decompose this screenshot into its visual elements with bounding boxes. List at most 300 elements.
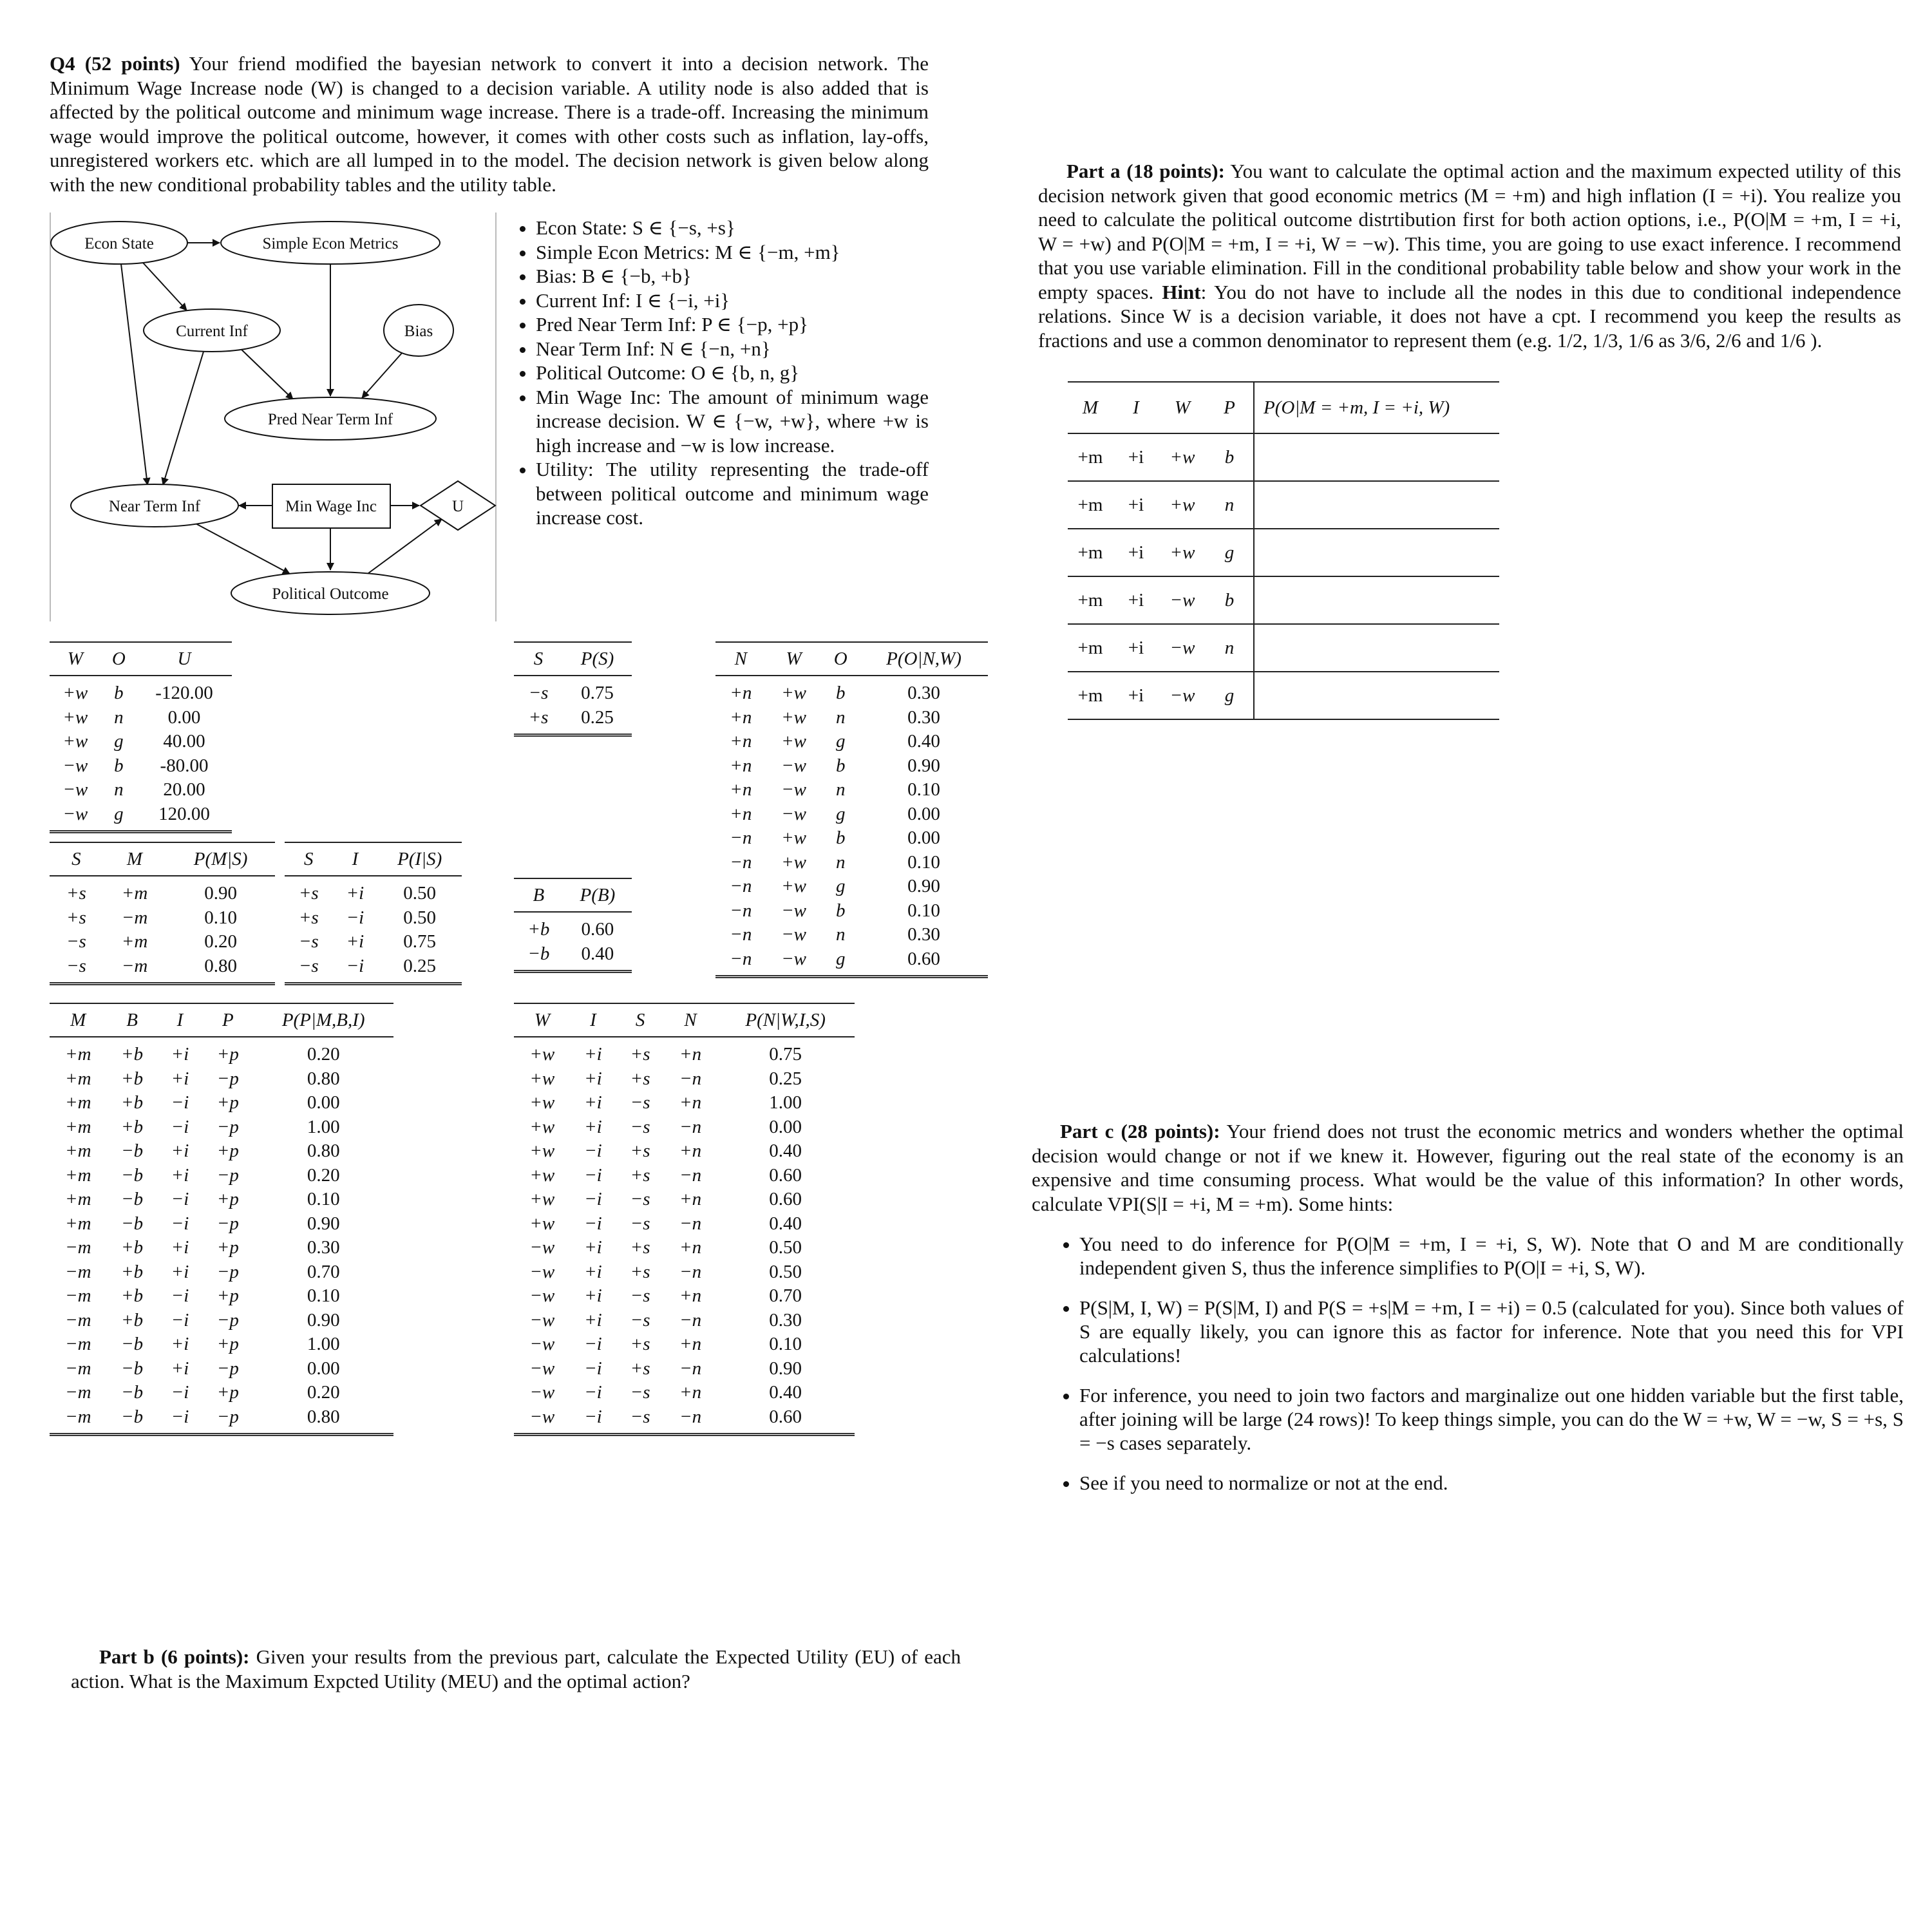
value-cell: 0.60 (716, 1405, 855, 1435)
variable-cell: g (835, 731, 846, 752)
variable-cell: +w (1170, 446, 1195, 468)
table-row (1068, 577, 1499, 625)
value-cell: 0.20 (307, 1164, 340, 1186)
variable-item (536, 240, 929, 265)
table-row (514, 1284, 855, 1309)
variable-cell: b (835, 900, 846, 921)
label-utility: U (451, 498, 464, 515)
table-row (285, 906, 462, 931)
variable-cell: −n (730, 900, 752, 921)
variable-cell: −m (65, 1285, 91, 1307)
variable-item (536, 457, 929, 530)
variable-domain: I ∈ {−i, +i} (635, 289, 730, 312)
variable-cell: +i (1128, 542, 1144, 563)
table-row (50, 1037, 393, 1067)
variable-cell: −i (333, 954, 378, 984)
variable-cell: +b (121, 1044, 144, 1065)
variable-cell: −w (62, 755, 88, 776)
variable-item (536, 385, 929, 458)
variable-cell: +m (65, 1116, 91, 1137)
table-row (50, 1309, 393, 1333)
variable-cell: b (1224, 589, 1235, 611)
column-header: I (158, 1003, 203, 1037)
table-row (285, 954, 462, 984)
table-row (50, 1332, 393, 1357)
value-cell: 0.10 (907, 779, 940, 800)
variable-domain: M ∈ {−m, +m} (715, 240, 840, 263)
table-row (1068, 482, 1499, 529)
value-cell: 0.60 (769, 1189, 802, 1210)
table-row (514, 1405, 855, 1435)
column-header: S (514, 642, 563, 676)
table-row (50, 1091, 393, 1115)
part-a-title: Part a (18 points): (1066, 160, 1225, 182)
edge-econ-to-currentinf (143, 263, 187, 310)
variable-cell: −w (781, 755, 807, 776)
variable-cell: −i (171, 1116, 189, 1137)
variable-cell: +w (781, 828, 807, 849)
value-cell: 0.20 (307, 1044, 340, 1065)
column-header: P(O|M = +m, I = +i, W) (1253, 383, 1499, 433)
variable-cell: +i (1128, 589, 1144, 611)
variable-cell: +w (781, 683, 807, 704)
part-b-paragraph (71, 1645, 961, 1693)
label-econ-state: Econ State (84, 235, 154, 252)
variable-cell: +i (584, 1237, 602, 1258)
variable-cell: −s (298, 931, 319, 952)
variable-cell: −w (1170, 589, 1195, 611)
label-current-inf: Current Inf (176, 323, 248, 340)
value-cell: 0.75 (581, 683, 614, 704)
value-cell: 40.00 (163, 731, 205, 752)
variable-cell: +s (630, 1261, 650, 1282)
variable-cell: +i (1128, 685, 1144, 706)
hint-item: • See if you need to normalize or not at the end. (1079, 1471, 1904, 1495)
variable-cell: −n (679, 1261, 702, 1282)
variable-cell: −n (730, 876, 752, 897)
variable-cell: −m (65, 1261, 91, 1282)
variable-item (536, 216, 929, 240)
variable-cell: +i (346, 931, 365, 952)
value-cell: 0.10 (204, 907, 237, 928)
variable-item (536, 361, 929, 385)
variable-cell: −w (50, 802, 101, 832)
variable-domain: P ∈ {−p, +p} (701, 313, 808, 336)
variable-cell: +p (216, 1285, 239, 1307)
variable-cell: +p (216, 1334, 239, 1355)
variable-cell: b (1224, 446, 1235, 468)
answer-cell[interactable] (1253, 434, 1499, 480)
variable-cell: +w (529, 1044, 555, 1065)
part-c-title: Part c (28 points): (1060, 1120, 1220, 1142)
variable-cell: +n (730, 779, 752, 800)
answer-cell[interactable] (1253, 529, 1499, 576)
variable-label: Political Outcome: (536, 361, 687, 384)
value-cell: 0.75 (769, 1044, 802, 1065)
part-c-hints (1032, 1232, 1904, 1495)
value-cell: -120.00 (155, 683, 213, 704)
variable-cell: −s (630, 1189, 650, 1210)
column-header: P(O|N,W) (860, 642, 988, 676)
variable-cell: +m (65, 1213, 91, 1234)
variable-cell: +i (1128, 446, 1144, 468)
column-header: M (103, 842, 166, 876)
variable-cell: +s (630, 1068, 650, 1089)
variable-cell: +w (781, 731, 807, 752)
variable-cell: +p (216, 1141, 239, 1162)
variable-cell: +n (679, 1382, 702, 1403)
answer-cell[interactable] (1253, 625, 1499, 671)
variable-cell: +s (514, 706, 563, 735)
variable-cell: −w (529, 1382, 555, 1403)
variable-cell: +w (529, 1068, 555, 1089)
value-cell: 0.00 (307, 1358, 340, 1379)
table-row (514, 1260, 855, 1285)
variable-domain: B ∈ {−b, +b} (582, 265, 692, 287)
variable-cell: −m (65, 1237, 91, 1258)
value-cell: 0.90 (204, 883, 237, 904)
variable-cell: +w (62, 731, 88, 752)
variable-cell: −p (216, 1261, 239, 1282)
variable-cell: −i (584, 1189, 602, 1210)
variable-cell: −w (529, 1261, 555, 1282)
table-row (50, 706, 232, 730)
table-row (50, 1164, 393, 1188)
variable-cell: +m (1077, 542, 1103, 563)
variable-cell: n (1224, 494, 1235, 515)
column-header: I (1133, 397, 1139, 418)
part-a-hint-label: Hint (1162, 280, 1201, 303)
variable-cell: +i (171, 1044, 189, 1065)
variable-cell: −b (514, 942, 564, 972)
value-cell: 1.00 (307, 1334, 340, 1355)
variable-cell: +w (529, 1141, 555, 1162)
variable-cell: b (835, 828, 846, 849)
variable-label: Min Wage Inc: (536, 385, 661, 408)
variable-cell: +m (65, 1189, 91, 1210)
variable-cell: −w (529, 1334, 555, 1355)
value-cell: 0.70 (769, 1285, 802, 1307)
table-header-row (285, 842, 462, 876)
table-row (715, 851, 988, 875)
variable-cell: −w (529, 1285, 555, 1307)
variable-cell: +w (62, 683, 88, 704)
variable-cell: +m (1077, 494, 1103, 515)
column-header: N (665, 1003, 716, 1037)
edge-econ-to-neartermi (121, 264, 147, 485)
variable-cell: +s (630, 1164, 650, 1186)
variable-cell: b (114, 755, 124, 776)
table-header-row (514, 878, 632, 912)
variable-cell: −p (216, 1116, 239, 1137)
variable-cell: +i (346, 883, 365, 904)
label-min-wage-inc: Min Wage Inc (285, 498, 377, 515)
variable-cell: +i (584, 1309, 602, 1331)
value-cell: 0.80 (253, 1405, 393, 1435)
value-cell: 0.20 (204, 931, 237, 952)
variable-cell: −s (630, 1116, 650, 1137)
value-cell: 20.00 (163, 779, 205, 800)
variable-cell: −n (730, 851, 752, 873)
utility-table (50, 641, 232, 833)
variable-cell: −b (121, 1382, 144, 1403)
table-row (50, 1236, 393, 1260)
table-header-row (1068, 381, 1499, 434)
variable-cell: +s (630, 1044, 650, 1065)
variable-cell: −i (584, 1382, 602, 1403)
variable-cell: +b (121, 1261, 144, 1282)
variable-cell: −m (65, 1334, 91, 1355)
table-row (50, 1067, 393, 1092)
table-row (715, 826, 988, 851)
column-header: P(S) (563, 642, 632, 676)
variable-cell: +p (216, 1092, 239, 1113)
variable-cell: +s (66, 907, 86, 928)
variable-cell: −p (216, 1358, 239, 1379)
value-cell: 0.30 (307, 1237, 340, 1258)
table-row (285, 930, 462, 954)
column-header: P (1224, 397, 1235, 418)
value-cell: 0.80 (166, 954, 275, 984)
value-cell: 0.10 (907, 900, 940, 921)
value-cell: 0.20 (307, 1382, 340, 1403)
variable-cell: −i (171, 1309, 189, 1331)
variable-cell: +i (171, 1261, 189, 1282)
variable-cell: −w (529, 1309, 555, 1331)
column-header: P(I|S) (377, 842, 462, 876)
edge-bias-to-pred (362, 352, 403, 398)
variable-cell: +n (730, 706, 752, 728)
variable-cell: +n (679, 1141, 702, 1162)
variable-cell: −n (679, 1116, 702, 1137)
value-cell: 0.10 (769, 1334, 802, 1355)
value-cell: 0.40 (907, 731, 940, 752)
variable-cell: +m (121, 883, 148, 904)
variable-cell: +w (529, 1189, 555, 1210)
table-row (715, 676, 988, 706)
value-cell: 0.10 (307, 1189, 340, 1210)
variable-cell: +m (1077, 589, 1103, 611)
table-row (514, 1091, 855, 1115)
variable-cell: +n (679, 1334, 702, 1355)
value-cell: -80.00 (160, 755, 209, 776)
p-p-given-m-b-i-table (50, 1003, 393, 1436)
decision-network-diagram (0, 0, 515, 644)
variable-cell: +i (171, 1358, 189, 1379)
variable-cell: n (835, 851, 846, 873)
value-cell: 0.60 (581, 919, 614, 940)
table-row (514, 942, 632, 972)
variable-cell: +s (630, 1334, 650, 1355)
variable-cell: +m (1077, 446, 1103, 468)
variable-domain: N ∈ {−n, +n} (659, 337, 771, 360)
variable-cell: +m (1077, 685, 1103, 706)
hint-item: • For inference, you need to join two factors and marginalize out one hidden variable but the first table, after joining will be large (24 rows)! To keep things simple, you can do the W = +w, W = −w, S = +s, S = −s cases separately. (1079, 1383, 1904, 1455)
column-header: N (715, 642, 766, 676)
variable-cell: +i (584, 1092, 602, 1113)
variable-label: Bias: (536, 265, 577, 287)
variable-cell: +w (1170, 494, 1195, 515)
column-header: S (50, 842, 103, 876)
value-cell: 120.00 (137, 802, 232, 832)
value-cell: 0.60 (860, 947, 988, 977)
variable-cell: −b (121, 1189, 144, 1210)
variable-cell: −w (781, 803, 807, 824)
variable-cell: −i (584, 1334, 602, 1355)
variable-cell: +n (679, 1189, 702, 1210)
variable-cell: −n (715, 947, 766, 977)
column-header: U (137, 642, 232, 676)
value-cell: 0.00 (167, 706, 201, 728)
variable-cell: −w (766, 947, 822, 977)
table-header-row (50, 1003, 393, 1037)
variable-cell: −i (584, 1164, 602, 1186)
column-header: W (50, 642, 101, 676)
column-header: S (616, 1003, 665, 1037)
variable-cell: +p (216, 1189, 239, 1210)
variable-cell: −m (121, 907, 148, 928)
variable-cell: +i (171, 1237, 189, 1258)
column-header: P(M|S) (166, 842, 275, 876)
value-cell: 0.30 (907, 683, 940, 704)
variable-cell: −p (216, 1213, 239, 1234)
variable-cell: +i (584, 1068, 602, 1089)
variable-cell: −w (781, 779, 807, 800)
column-header: W (766, 642, 822, 676)
column-header: I (571, 1003, 616, 1037)
variable-cell: −m (65, 1382, 91, 1403)
table-row (50, 954, 275, 984)
variable-cell: −m (103, 954, 166, 984)
column-header: O (821, 642, 860, 676)
variable-cell: −w (781, 900, 807, 921)
value-cell: 0.50 (403, 907, 437, 928)
part-c-text: Your friend does not trust the economic metrics and wonders whether the optimal decision would change or not if we knew it. However, figuring out the real state of the economy is an expensive and time consuming process. What would be the value of this information? In other words, calculate VPI(S|I = +i, M = +m). Some hints: (1032, 1120, 1904, 1215)
variable-cell: n (114, 779, 124, 800)
column-header: P (202, 1003, 253, 1037)
variable-cell: −w (781, 924, 807, 945)
variable-cell: −n (679, 1358, 702, 1379)
variable-cell: b (114, 683, 124, 704)
variable-cell: +w (529, 1213, 555, 1234)
variable-cell: +s (630, 1237, 650, 1258)
column-header: I (333, 842, 378, 876)
part-a-text: You want to calculate the optimal action and the maximum expected utility of this decision network given that good economic metrics (M = +m) and high inflation (I = +i). You realize you need to calculate the political outcome distrtibution first for both action options, i.e., P(O|M = +m, I = +i, W = +w) and P(O|M = +m, I = +i, W = −w). This time, you are going to use exact inference. I recommend that you use variable elimination. Fill in the conditional probability table below and show your work in the empty spaces. (1038, 160, 1901, 303)
variable-cell: −s (66, 931, 86, 952)
variable-cell: +m (65, 1044, 91, 1065)
variable-cell: −b (107, 1405, 158, 1435)
variable-cell: n (835, 706, 846, 728)
variable-label: Current Inf: (536, 289, 631, 312)
variable-cell: +w (62, 706, 88, 728)
table-row (715, 706, 988, 730)
table-row (715, 947, 988, 977)
variable-cell: +i (171, 1164, 189, 1186)
variable-cell: −b (121, 1141, 144, 1162)
column-header: P(B) (564, 878, 632, 912)
variable-label: Econ State: (536, 216, 628, 239)
variable-cell: −n (665, 1405, 716, 1435)
variable-cell: g (1224, 685, 1235, 706)
column-header: W (514, 1003, 571, 1037)
value-cell: 1.00 (769, 1092, 802, 1113)
table-row (514, 1164, 855, 1188)
variable-cell: g (835, 803, 846, 824)
variable-cell: −w (1170, 685, 1195, 706)
variable-cell: g (821, 947, 860, 977)
table-row (1068, 434, 1499, 482)
answer-cell[interactable] (1253, 672, 1499, 719)
table-row (514, 1115, 855, 1140)
hint-item: • P(S|M, I, W) = P(S|M, I) and P(S = +s|M = +m, I = +i) = 0.5 (calculated for you). Since both values of S are equally likely, you can ignore this as factor for inference. Note that you need this for VPI calculations! (1079, 1296, 1904, 1367)
variable-cell: −w (529, 1237, 555, 1258)
table-row (50, 1188, 393, 1212)
table-row (514, 1357, 855, 1381)
variable-cell: −i (346, 907, 365, 928)
value-cell: 0.30 (907, 924, 940, 945)
variable-cell: +b (121, 1092, 144, 1113)
value-cell: 0.25 (769, 1068, 802, 1089)
variable-cell: −p (216, 1068, 239, 1089)
variable-cell: n (835, 779, 846, 800)
variable-cell: +m (65, 1141, 91, 1162)
p-i-given-s-table (285, 842, 462, 985)
variable-cell: −i (171, 1382, 189, 1403)
variable-cell: −b (121, 1164, 144, 1186)
variable-cell: +w (529, 1164, 555, 1186)
table-row (50, 802, 232, 832)
value-cell: 0.00 (307, 1092, 340, 1113)
variable-cell: −w (514, 1405, 571, 1435)
table-header-row (514, 642, 632, 676)
variable-cell: +n (679, 1092, 702, 1113)
variable-cell: −s (616, 1405, 665, 1435)
value-cell: 1.00 (307, 1116, 340, 1137)
answer-cell[interactable] (1253, 482, 1499, 528)
value-cell: 0.25 (563, 706, 632, 735)
variable-cell: −b (121, 1213, 144, 1234)
variable-cell: +n (730, 755, 752, 776)
table-row (50, 1115, 393, 1140)
value-cell: 0.00 (907, 828, 940, 849)
table-row (50, 906, 275, 931)
edge-currentinf-to-pred (240, 348, 293, 399)
table-row (50, 730, 232, 754)
value-cell: 0.90 (307, 1309, 340, 1331)
variable-cell: n (835, 924, 846, 945)
variable-cell: −b (121, 1358, 144, 1379)
table-row (514, 1139, 855, 1164)
variable-cell: +i (584, 1116, 602, 1137)
variable-cell: −n (679, 1309, 702, 1331)
question-title: Q4 (52 points) (50, 52, 180, 75)
value-cell: 0.50 (769, 1261, 802, 1282)
answer-cell[interactable] (1253, 577, 1499, 623)
variable-cell: +i (171, 1068, 189, 1089)
table-row (50, 1381, 393, 1405)
part-c-paragraph (1032, 1119, 1904, 1216)
variable-label: Simple Econ Metrics: (536, 240, 710, 263)
part-a-paragraph (1038, 159, 1901, 352)
table-row (50, 1357, 393, 1381)
column-header: P(N|W,I,S) (716, 1003, 855, 1037)
variable-cell: −s (630, 1309, 650, 1331)
column-header: B (107, 1003, 158, 1037)
table-header-row (50, 842, 275, 876)
variable-cell: −p (216, 1164, 239, 1186)
variable-cell: +w (529, 1116, 555, 1137)
part-a-hint-text: : You do not have to include all the nodes in this due to conditional independence relations. Since W is a decision variable, it does not have a cpt. I recommend you keep the results as fractions and use a common denominator to represent them (e.g. 1/2, 1/3, 1/6 as 3/6, 2/6 and 1/6 ). (1038, 280, 1902, 352)
